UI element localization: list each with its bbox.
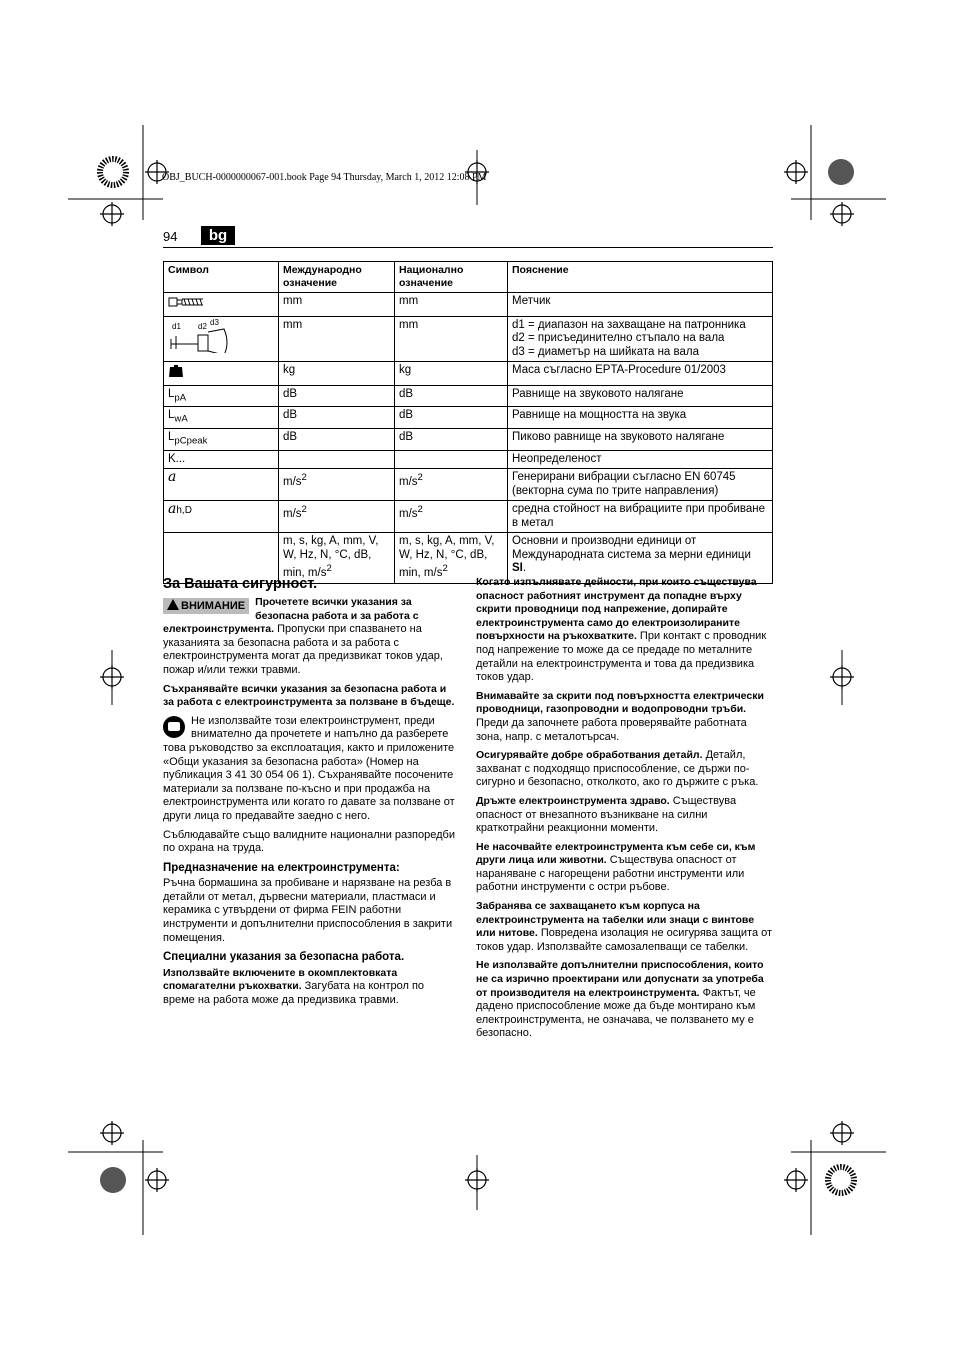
symbols-table xyxy=(163,261,773,584)
cell-intl: mm xyxy=(279,316,395,362)
purpose-text: Ръчна бормашина за пробиване и нарязване на резба в детайли от метал, дървесни материали, пластмаси и керамика с утвърдени от фирма FEIN работни инструменти и допълнителни приспособления в закрити помещения. xyxy=(163,877,453,944)
cell-nat: dB xyxy=(395,407,508,429)
cell-intl: dB xyxy=(279,385,395,407)
cell-intl: $m/s^2$ xyxy=(279,501,395,533)
cell-nat: m, s, kg, A, mm, V, W, Hz, N, °C, dB, min, $m/s^2$ xyxy=(395,533,508,583)
cell-desc: Маса съгласно EPTA-Procedure 01/2003 xyxy=(508,362,773,386)
cell-intl: dB xyxy=(279,429,395,451)
read-manual-icon xyxy=(163,716,185,738)
svg-text:d2: d2 xyxy=(198,321,207,331)
safety-paragraph: Не насочвайте електроинструмента към себе си, към други лица или животни. Съществува опасност от нараняване с нагорещени работни инструменти или работни инструменти с остри ръбове. xyxy=(476,840,756,894)
cell-intl: $m/s^2$ xyxy=(279,469,395,501)
purpose-heading: Предназначение на електроинструмента: xyxy=(163,861,400,874)
weight-icon xyxy=(164,362,279,386)
cell-intl xyxy=(279,450,395,469)
cell-desc: Неопределеност xyxy=(508,450,773,469)
header-national: Национално означение xyxy=(395,262,508,293)
cell-desc: d1 = диапазон на захващане на патронника d2 = присъединително стъпало на вала d3 = диаметър на шийката на вала xyxy=(508,316,773,362)
cell-symbol: $L_{pCpeak}$ xyxy=(164,429,279,451)
cell-desc: Пиково равнище на звуковото налягане xyxy=(508,429,773,451)
table-row xyxy=(164,293,773,317)
safety-paragraph: Когато изпълнявате дейности, при които съществува опасност работният инструмент да попадне върху скрити проводници под напрежение, допирайте електроинструмента само до електроизолираните повърхности на ръкохватките. При контакт с проводник под напрежение то може да се предаде по металните детайли на електроинструмента и това да предизвика токов удар. xyxy=(476,576,767,684)
table-row xyxy=(164,407,773,429)
cell-symbol: $L_{pA}$ xyxy=(164,385,279,407)
cell-nat: dB xyxy=(395,385,508,407)
cell-nat: $m/s^2$ xyxy=(395,469,508,501)
cell-nat: mm xyxy=(395,293,508,317)
table-row xyxy=(164,469,773,501)
warning-triangle-icon xyxy=(167,599,179,610)
chuck-dimensions-icon xyxy=(164,316,279,362)
cell-nat: kg xyxy=(395,362,508,386)
safety-paragraph: Внимавайте за скрити под повърхността електрически проводници, газопроводни и водопроводни тръби. Преди да започнете работа проверявайте работната зона, напр. с металотърсач. xyxy=(476,689,764,743)
cell-symbol: K... xyxy=(164,450,279,469)
keep-instructions: Съхранявайте всички указания за безопасна работа и за работа с електроинструмента за ползване в бъдеще. xyxy=(163,682,455,709)
file-info-header: OBJ_BUCH-0000000067-001.book Page 94 Thursday, March 1, 2012 12:08 PM xyxy=(162,172,487,183)
aux-handles-paragraph: Използвайте включените в окомплектовката спомагателни ръкохватки. Загубата на контрол по време на работа може да предизвика травми. xyxy=(163,966,425,1007)
cell-intl: m, s, kg, A, mm, V, W, Hz, N, °C, dB, min, $m/s^2$ xyxy=(279,533,395,583)
table-row xyxy=(164,450,773,469)
language-badge: bg xyxy=(201,226,235,245)
warning-paragraph: ВНИМАНИЕ Прочетете всички указания за безопасна работа и за работа с електроинструмента. Пропуски при спазването на указанията за безопасна работа и за работа с електроинструмента могат да предизвикат токов удар, пожар и/или тежки травми. xyxy=(163,596,443,676)
header-symbol: Символ xyxy=(164,262,279,293)
cell-intl: mm xyxy=(279,293,395,317)
tap-icon xyxy=(164,293,279,317)
safety-paragraph: Не използвайте допълнителни приспособления, които не са изрично проектирани или допуснати за употреба от производителя на електроинструмента. Фактът, че дадено приспособление може да бъде монтирано към електроинструмента, не означава, че ползването му е безопасно. xyxy=(476,959,764,1040)
read-manual-paragraph: Не използвайте този електроинструмент, преди внимателно да прочетете и напълно да разберете това ръководство за експлоатация, както и приложените «Общи указания за безопасна работа» (Номер на публикация 3 41 30 054 06 1). Съхранявайте посочените материали за ползване по-късно и при продажба на електроинструмента или когато го давате за ползване от други лица го предавайте заедно с него. xyxy=(163,714,455,822)
table-header-row xyxy=(164,262,773,293)
cell-nat: dB xyxy=(395,429,508,451)
cell-nat: $m/s^2$ xyxy=(395,501,508,533)
table-row xyxy=(164,362,773,386)
cell-desc: средна стойност на вибрациите при пробиване в метал xyxy=(508,501,773,533)
right-column xyxy=(476,576,773,1046)
safety-paragraph: Дръжте електроинструмента здраво. Съществува опасност от внезапното възникване на силни краткотрайни реакционни моменти. xyxy=(476,794,737,835)
cell-nat: mm xyxy=(395,316,508,362)
cell-desc: Равнище на мощността на звука xyxy=(508,407,773,429)
cell-desc: Генерирани вибрации съгласно EN 60745 (векторна сума по трите направления) xyxy=(508,469,773,501)
table-row xyxy=(164,429,773,451)
cell-symbol: a xyxy=(164,469,279,501)
special-safety-heading: Специални указания за безопасна работа. xyxy=(163,951,405,964)
cell-nat xyxy=(395,450,508,469)
national-regulations: Съблюдавайте също валидните национални разпоредби по охрана на труда. xyxy=(163,828,455,855)
cell-desc: Равнище на звуковото налягане xyxy=(508,385,773,407)
safety-paragraph: Осигурявайте добре обработвания детайл. Детайл, захванат с подходящо приспособление, се държи по-сигурно и безопасно, отколкото, ако го държите с ръка. xyxy=(476,749,759,789)
header-international: Международно означение xyxy=(279,262,395,293)
cell-symbol: $L_{wA}$ xyxy=(164,407,279,429)
cell-intl: kg xyxy=(279,362,395,386)
cell-desc: Основни и производни единици от Международната система за мерни единици SI. xyxy=(508,533,773,583)
section-title: За Вашата сигурност. xyxy=(163,576,318,592)
header-explanation: Пояснение xyxy=(508,262,773,293)
cell-desc: Метчик xyxy=(508,293,773,317)
table-row xyxy=(164,501,773,533)
safety-paragraph: Забранява се захващането към корпуса на електроинструмента на табелки или знаци с винтове или нитове. Повредена изолация не осигурява защита от токов удар. Използвайте самозалепващи се табелки. xyxy=(476,900,773,953)
svg-text:d1: d1 xyxy=(172,321,181,331)
svg-text:d3: d3 xyxy=(210,318,219,327)
warning-label: ВНИМАНИЕ xyxy=(163,598,249,614)
table-row xyxy=(164,316,773,362)
cell-symbol: ah,D xyxy=(164,501,279,533)
cell-intl: dB xyxy=(279,407,395,429)
table-row xyxy=(164,385,773,407)
header-rule xyxy=(163,247,773,248)
left-column xyxy=(163,576,458,1013)
page-number: 94 xyxy=(163,229,178,244)
